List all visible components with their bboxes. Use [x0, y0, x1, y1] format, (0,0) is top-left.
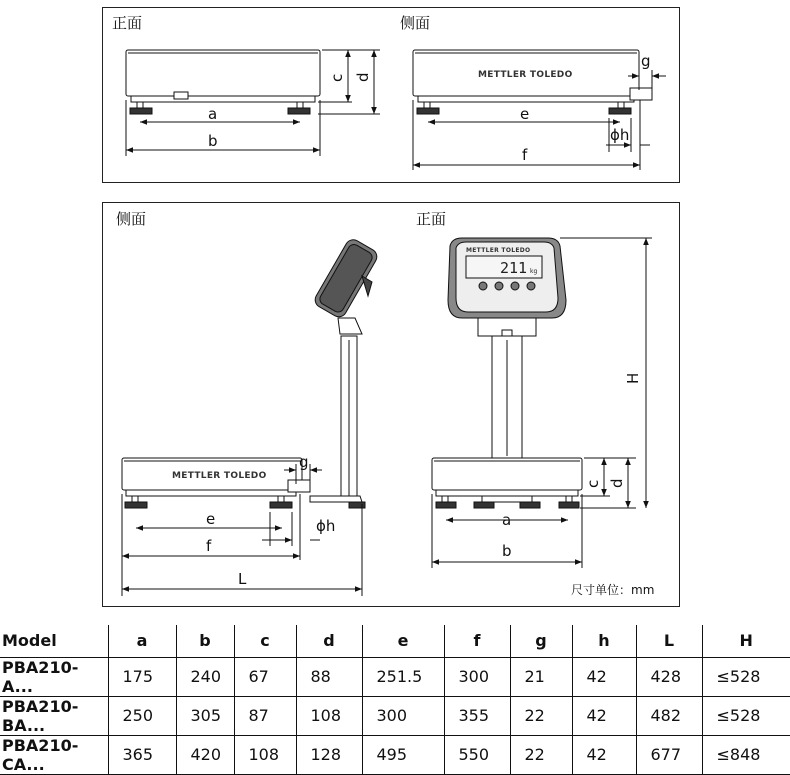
- header-c: c: [234, 625, 296, 657]
- top-front-scale-view: [126, 50, 380, 156]
- header-L: L: [636, 625, 702, 657]
- cell-L: 677: [636, 735, 702, 774]
- cell-h: 42: [572, 735, 636, 774]
- top-dim-d: d: [354, 72, 372, 82]
- header-d: d: [296, 625, 362, 657]
- cell-e: 495: [362, 735, 444, 774]
- cell-a: 175: [108, 657, 176, 696]
- cell-b: 420: [176, 735, 234, 774]
- cell-e: 251.5: [362, 657, 444, 696]
- top-side-label: 侧面: [400, 14, 431, 32]
- mid-brand-logo: METTLER TOLEDO: [172, 471, 267, 481]
- cell-H: ≤528: [702, 696, 790, 735]
- top-dim-c: c: [328, 73, 346, 82]
- header-f: f: [444, 625, 510, 657]
- cell-L: 428: [636, 657, 702, 696]
- cell-a: 365: [108, 735, 176, 774]
- mid-side-scale-view: [122, 237, 380, 596]
- mid-front-label: 正面: [416, 210, 447, 228]
- cell-a: 250: [108, 696, 176, 735]
- header-H: H: [702, 625, 790, 657]
- cell-H: ≤848: [702, 735, 790, 774]
- top-side-scale-view: [413, 50, 666, 170]
- cell-g: 22: [510, 696, 572, 735]
- top-dim-b: b: [208, 132, 218, 150]
- top-brand-logo: METTLER TOLEDO: [478, 70, 573, 80]
- cell-f: 300: [444, 657, 510, 696]
- top-dim-f: f: [522, 146, 528, 164]
- header-model: Model: [0, 625, 108, 657]
- cell-c: 108: [234, 735, 296, 774]
- cell-model: PBA210-A...: [0, 657, 108, 696]
- table-row: [0, 735, 790, 774]
- cell-h: 42: [572, 696, 636, 735]
- cell-b: 240: [176, 657, 234, 696]
- cell-L: 482: [636, 696, 702, 735]
- mid-dim-b: b: [502, 542, 512, 560]
- cell-d: 128: [296, 735, 362, 774]
- terminal-display-reading: 211: [500, 259, 528, 277]
- mid-dim-c: c: [584, 479, 602, 488]
- cell-b: 305: [176, 696, 234, 735]
- cell-g: 21: [510, 657, 572, 696]
- cell-h: 42: [572, 657, 636, 696]
- mid-dim-g: g: [299, 453, 309, 471]
- cell-c: 67: [234, 657, 296, 696]
- mid-side-label: 侧面: [116, 210, 147, 228]
- table-row: [0, 657, 790, 696]
- mid-dim-e: e: [206, 510, 216, 528]
- terminal-display-unit: kg: [530, 268, 538, 275]
- header-a: a: [108, 625, 176, 657]
- cell-H: ≤528: [702, 657, 790, 696]
- cell-c: 87: [234, 696, 296, 735]
- terminal-brand-logo: METTLER TOLEDO: [466, 247, 531, 254]
- header-h: h: [572, 625, 636, 657]
- table-header-row: [0, 625, 790, 657]
- cell-g: 22: [510, 735, 572, 774]
- mid-dim-a: a: [502, 511, 512, 529]
- mid-dim-d: d: [608, 478, 626, 488]
- top-dim-g: g: [641, 52, 651, 70]
- top-dim-h: ϕh: [610, 126, 630, 144]
- cell-d: 88: [296, 657, 362, 696]
- mid-front-scale-view: [432, 238, 652, 568]
- header-e: e: [362, 625, 444, 657]
- top-dim-a: a: [208, 105, 218, 123]
- cell-f: 550: [444, 735, 510, 774]
- cell-model: PBA210-BA...: [0, 696, 108, 735]
- mid-dim-H: H: [624, 372, 642, 384]
- cell-e: 300: [362, 696, 444, 735]
- table-row: [0, 696, 790, 735]
- mid-dim-h: ϕh: [316, 517, 336, 535]
- header-g: g: [510, 625, 572, 657]
- mid-dim-f: f: [206, 537, 212, 555]
- cell-model: PBA210-CA...: [0, 735, 108, 774]
- unit-note: 尺寸单位：mm: [571, 583, 655, 597]
- cell-f: 355: [444, 696, 510, 735]
- mid-dim-L: L: [238, 570, 247, 588]
- spec-table: [0, 625, 790, 775]
- top-front-label: 正面: [112, 14, 143, 32]
- cell-d: 108: [296, 696, 362, 735]
- top-dim-e: e: [520, 105, 530, 123]
- header-b: b: [176, 625, 234, 657]
